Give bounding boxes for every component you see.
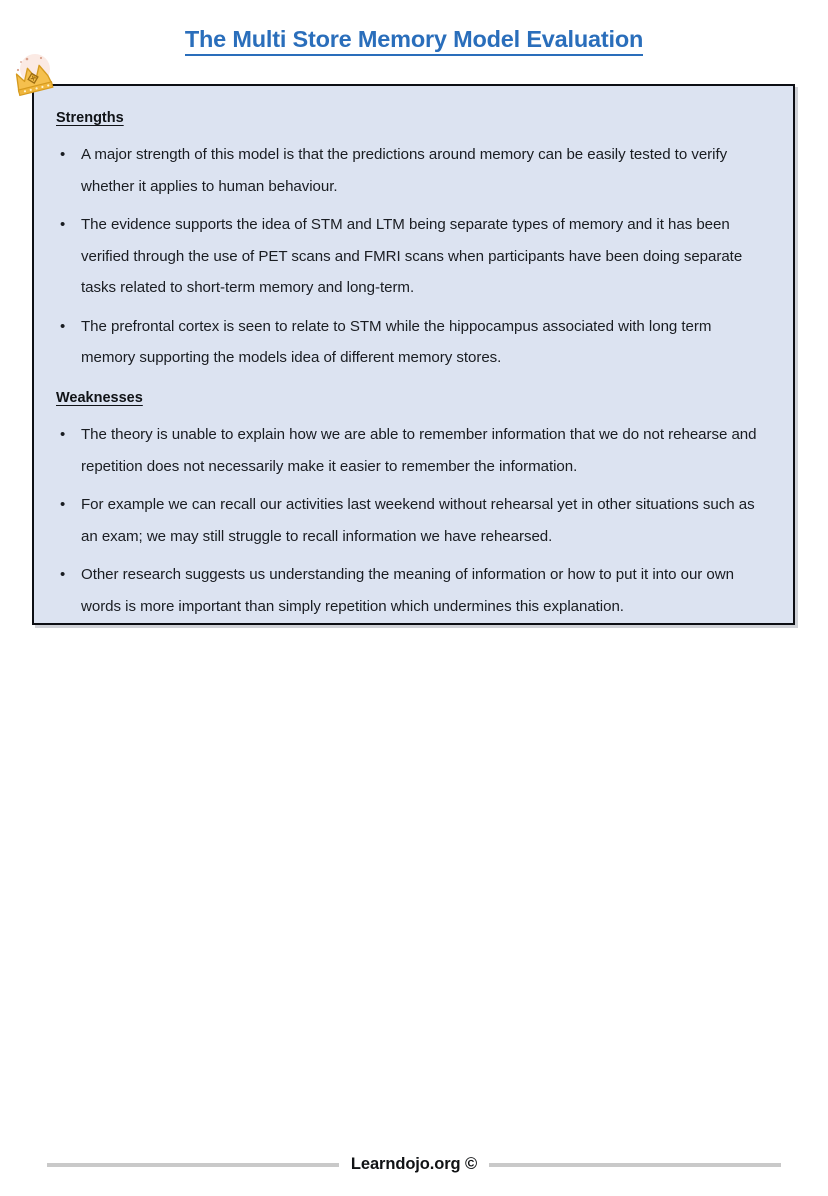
- list-item: [56, 559, 769, 622]
- list-item-text: For example we can recall our activities last weekend without rehearsal yet in other situations such as an exam; we may still struggle to recall information we have rehearsed.: [81, 496, 755, 545]
- bullet-dot-icon: •: [60, 216, 66, 234]
- list-item: [56, 139, 769, 202]
- bullet-dot-icon: •: [60, 496, 66, 514]
- weaknesses-bullet-list: [56, 419, 769, 622]
- content-box-inner: [34, 86, 793, 622]
- evaluation-content-box: [32, 84, 795, 625]
- page-title: [0, 26, 828, 56]
- strengths-bullet-list: [56, 139, 769, 374]
- bullet-dot-icon: •: [60, 146, 66, 164]
- list-item-text: The theory is unable to explain how we are able to remember information that we do not rehearse and repetition does not necessarily make it easier to remember the information.: [81, 426, 757, 475]
- list-item-text: The prefrontal cortex is seen to relate to STM while the hippocampus associated with long term memory supporting the models idea of different memory stores.: [81, 317, 712, 367]
- bullet-dot-icon: •: [60, 566, 66, 584]
- bullet-dot-icon: •: [60, 426, 66, 444]
- list-item: [56, 419, 769, 482]
- footer-rule-right: [489, 1163, 781, 1167]
- page-title-text: The Multi Store Memory Model Evaluation: [185, 26, 643, 56]
- section-heading-weaknesses: Weaknesses: [56, 389, 143, 406]
- footer-rule-left: [47, 1163, 339, 1167]
- list-item-text: The evidence supports the idea of STM and LTM being separate types of memory and it has been verified through the use of PET scans and FMRI scans when participants have been doing separate tasks related to short-term memory and long-term.: [81, 216, 743, 297]
- crown-icon: [8, 48, 60, 100]
- footer-label: Learndojo.org ©: [350, 1155, 478, 1173]
- page-footer: [0, 1155, 828, 1174]
- list-item: [56, 311, 769, 374]
- list-item-text: A major strength of this model is that the predictions around memory can be easily tested to verify whether it applies to human behaviour.: [81, 146, 728, 195]
- bullet-dot-icon: •: [60, 317, 66, 335]
- list-item-text: Other research suggests us understanding the meaning of information or how to put it into our own words is more important than simply repetition which undermines this explanation.: [81, 566, 734, 615]
- section-heading-strengths: Strengths: [56, 110, 124, 126]
- list-item: [56, 209, 769, 304]
- list-item: [56, 489, 769, 552]
